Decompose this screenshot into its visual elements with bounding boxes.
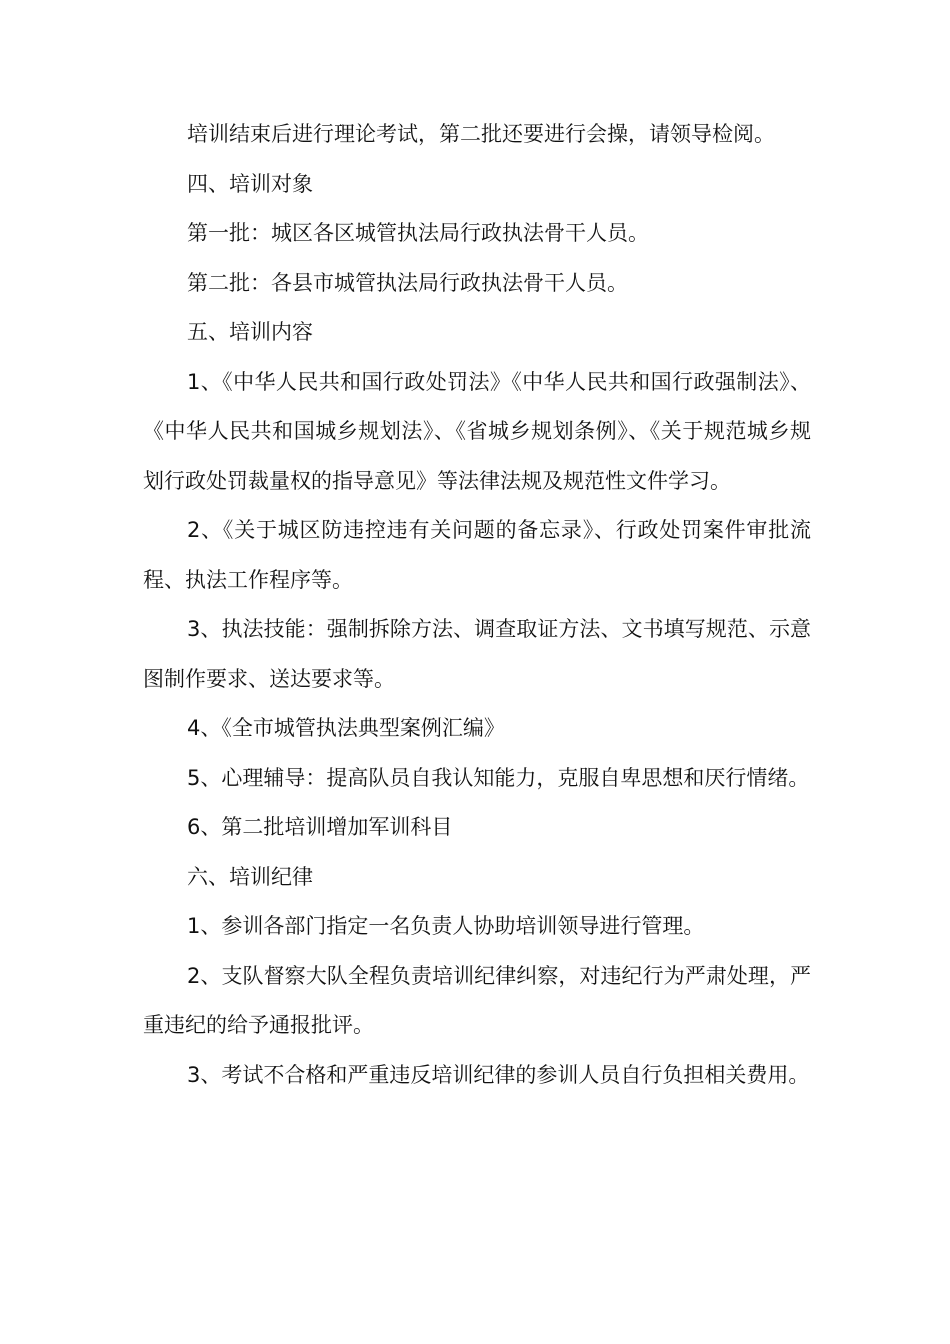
content-item-4: 4、《全市城管执法典型案例汇编》	[187, 716, 505, 740]
section-heading-training-discipline: 六、培训纪律	[187, 864, 313, 889]
section-heading-training-content: 五、培训内容	[187, 320, 313, 344]
content-item-1: 1、《中华人民共和国行政处罚法》《中华人民共和国行政强制法》、《中华人民共和国城乡规划法》、《省城乡规划条例》、《关于规范城乡规划行政处罚裁量权的指导意见》等法律法规及规范性文件学习。	[143, 369, 811, 493]
discipline-item-3: 3、考试不合格和严重违反培训纪律的参训人员自行负担相关费用。	[187, 1062, 810, 1087]
content-item-2: 2、《关于城区防违控违有关问题的备忘录》、行政处罚案件审批流程、执法工作程序等。	[143, 518, 811, 592]
document-body	[143, 110, 811, 1100]
paragraph-first-batch: 第一批：城区各区城管执法局行政执法骨干人员。	[187, 221, 649, 245]
paragraph-second-batch: 第二批：各县市城管执法局行政执法骨干人员。	[187, 270, 628, 295]
content-item-5: 5、心理辅导：提高队员自我认知能力，克服自卑思想和厌行情绪。	[187, 765, 810, 790]
content-item-6: 6、第二批培训增加军训科目	[187, 815, 453, 839]
paragraph-exam-note: 培训结束后进行理论考试，第二批还要进行会操，请领导检阅。	[187, 122, 775, 146]
section-heading-training-targets: 四、培训对象	[187, 171, 313, 196]
discipline-item-1: 1、参训各部门指定一名负责人协助培训领导进行管理。	[187, 914, 705, 938]
discipline-item-2: 2、支队督察大队全程负责培训纪律纠察，对违纪行为严肃处理，严重违纪的给予通报批评。	[143, 963, 811, 1037]
content-item-3: 3、执法技能：强制拆除方法、调查取证方法、文书填写规范、示意图制作要求、送达要求等。	[143, 617, 811, 691]
